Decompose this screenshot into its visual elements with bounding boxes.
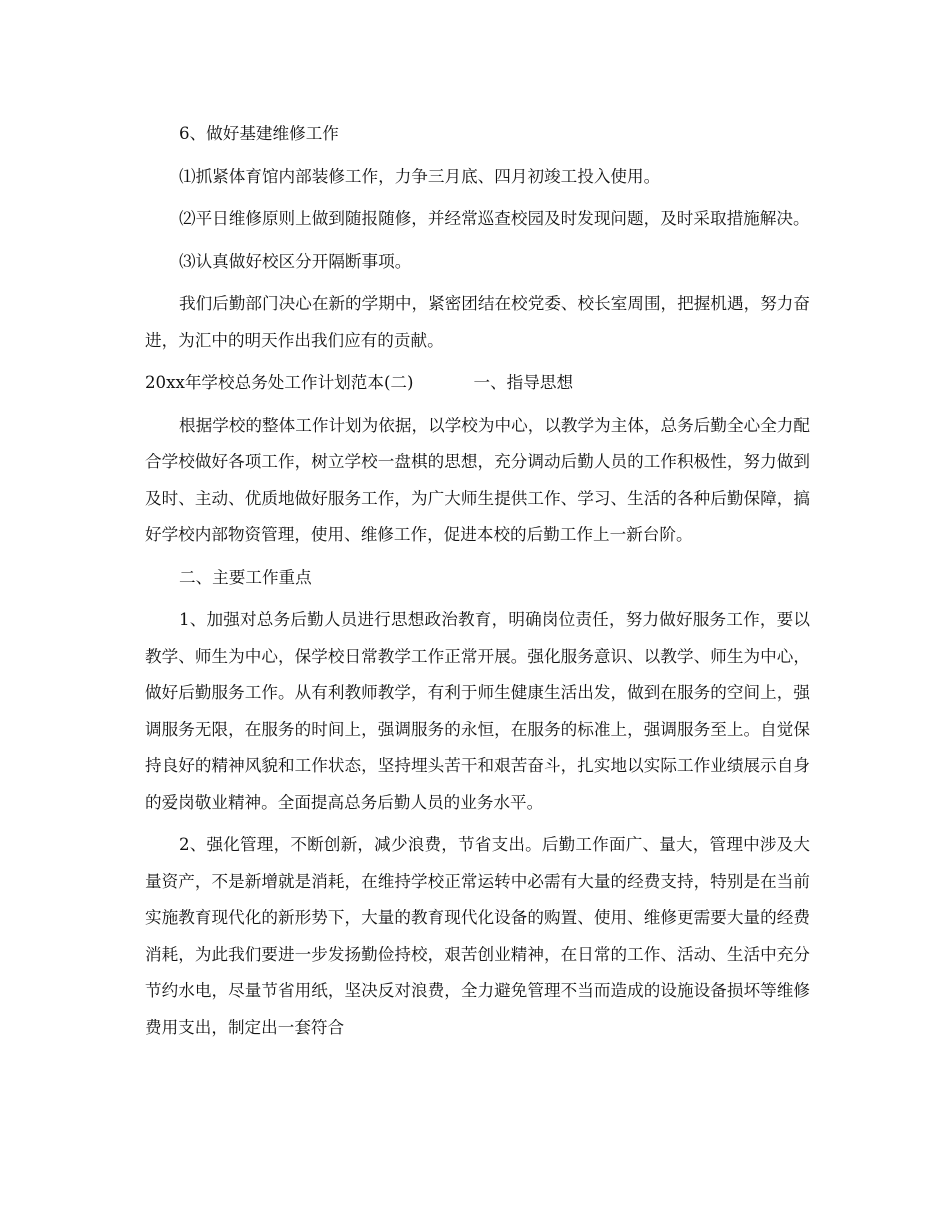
paragraph-daily-maintenance: ⑵平日维修原则上做到随报随修，并经常巡查校园及时发现问题，及时采取措施解决。	[179, 209, 810, 228]
section-title-guiding-ideology: 一、指导思想	[473, 373, 574, 392]
paragraph-guiding-ideology: 根据学校的整体工作计划为依据，以学校为中心，以教学为主体，总务后勤全心全力配合学校做好各项工作，树立学校一盘棋的思想，充分调动后勤人员的工作积极性，努力做到及时、主动、优质地做好服务工作，为广大师生提供工作、学习、生活的各种后勤保障，搞好学校内部物资管理，使用、维修工作，促进本校的后勤工作上一新台阶。	[145, 415, 810, 544]
paragraph-maintenance-heading: 6、做好基建维修工作	[179, 124, 339, 143]
document-body	[145, 116, 810, 1052]
paragraph-task-1: 1、加强对总务后勤人员进行思想政治教育，明确岗位责任，努力做好服务工作，要以教学、师生为中心，保学校日常教学工作正常开展。强化服务意识、以教学、师生为中心，做好后勤服务工作。从有利教师教学，有利于师生健康生活出发，做到在服务的空间上，强调服务无限，在服务的时间上，强调服务的永恒，在服务的标准上，强调服务至上。自觉保持良好的精神风貌和工作状态，坚持埋头苦干和艰苦奋斗，扎实地以实际工作业绩展示自身的爱岗敬业精神。全面提高总务后勤人员的业务水平。	[145, 610, 810, 812]
paragraph-gym-renovation: ⑴抓紧体育馆内部装修工作，力争三月底、四月初竣工投入使用。	[179, 166, 661, 186]
section-title-key-tasks: 二、主要工作重点	[179, 567, 312, 587]
document-title: 20xx年学校总务处工作计划范本(二)	[145, 373, 414, 392]
section-heading-line	[145, 365, 810, 402]
paragraph-campus-partition: ⑶认真做好校区分开隔断事项。	[179, 251, 412, 271]
paragraph-closing-statement: 我们后勤部门决心在新的学期中，紧密团结在校党委、校长室周围，把握机遇，努力奋进，为汇中的明天作出我们应有的贡献。	[145, 294, 810, 350]
paragraph-task-2: 2、强化管理，不断创新，减少浪费，节省支出。后勤工作面广、量大，管理中涉及大量资产，不是新增就是消耗，在维持学校正常运转中必需有大量的经费支持，特别是在当前实施教育现代化的新形势下，大量的教育现代化设备的购置、使用、维修更需要大量的经费消耗，为此我们要进一步发扬勤俭持校，艰苦创业精神，在日常的工作、活动、生活中充分节约水电，尽量节省用纸，坚决反对浪费，全力避免管理不当而造成的设施设备损坏等维修费用支出，制定出一套符合	[145, 835, 810, 1037]
